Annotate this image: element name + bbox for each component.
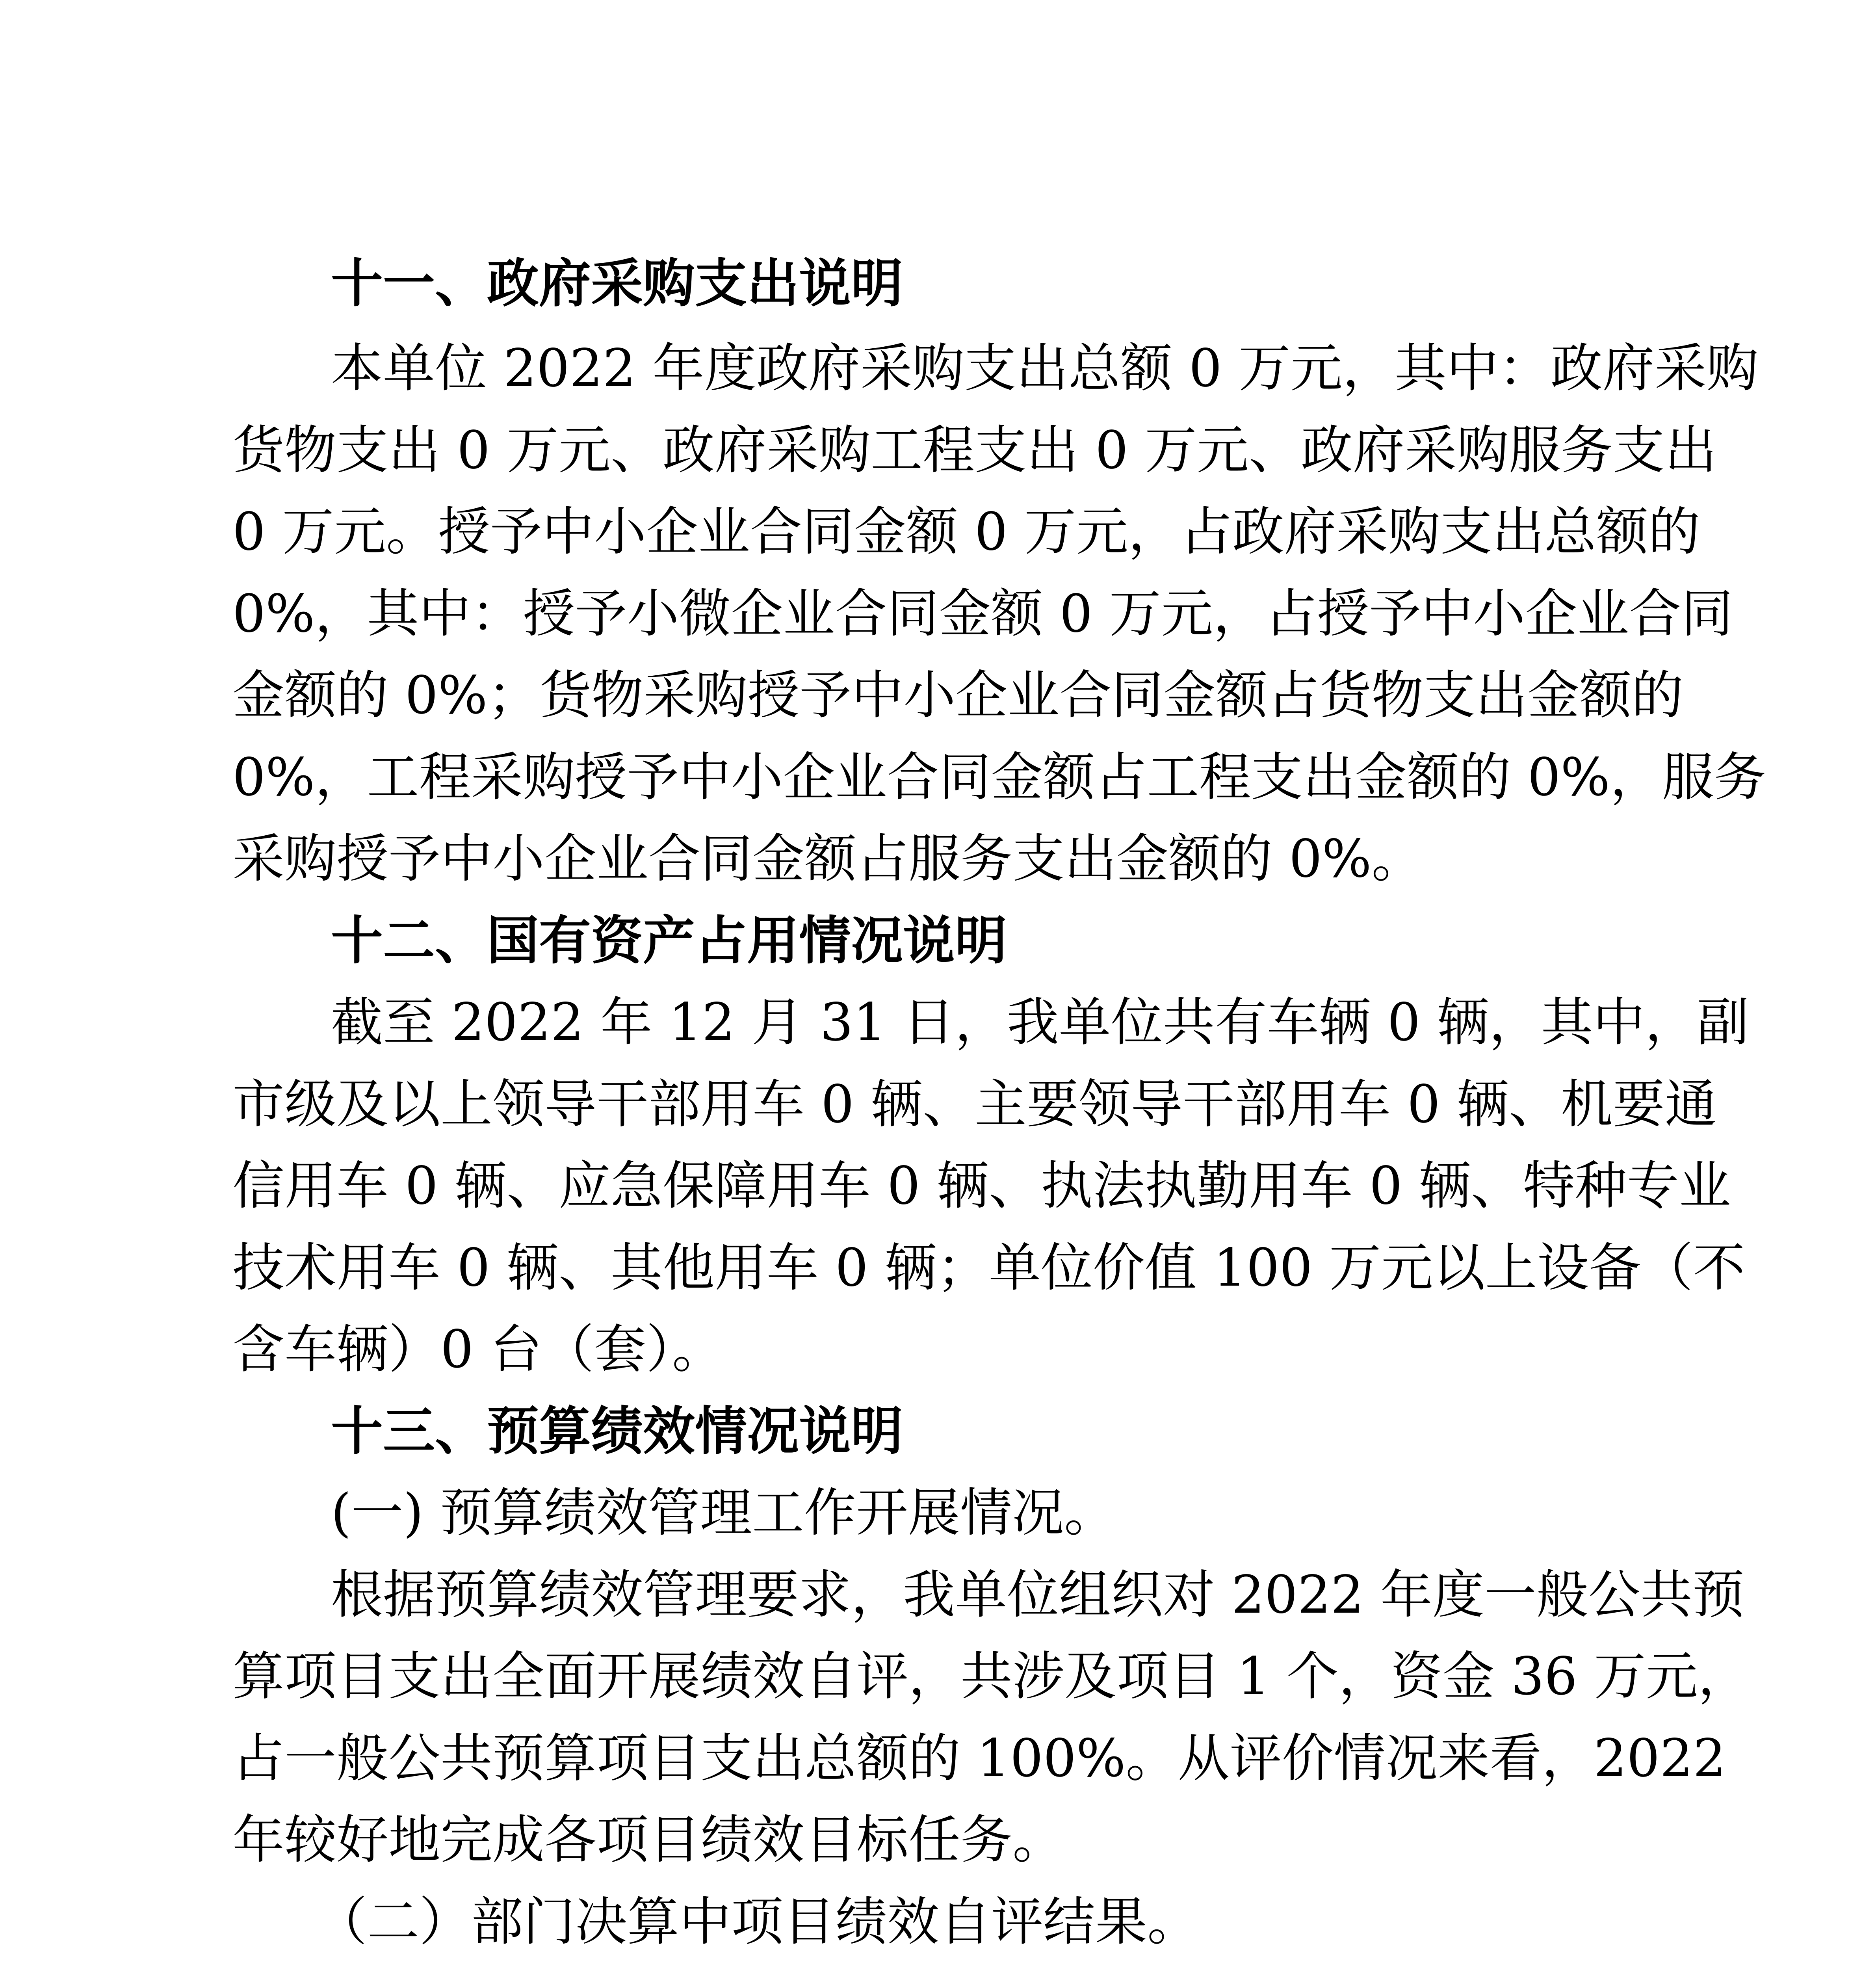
section-13-sub-1-line-4: 年较好地完成各项目绩效目标任务。 [232, 1810, 1064, 1870]
section-13-sub-1-line-1: 根据预算绩效管理要求，我单位组织对 2022 年度一般公共预 [331, 1565, 1744, 1625]
section-11-line-3: 0 万元。授予中小企业合同金额 0 万元，占政府采购支出总额的 [232, 502, 1700, 562]
section-13-sub-2-heading: （二）部门决算中项目绩效自评结果。 [315, 1892, 1199, 1952]
section-12-heading: 十二、国有资产占用情况说明 [331, 911, 1007, 971]
section-13-heading: 十三、预算绩效情况说明 [331, 1401, 903, 1462]
section-12-line-4: 技术用车 0 辆、其他用车 0 辆；单位价值 100 万元以上设备（不 [232, 1238, 1745, 1298]
section-11-heading: 十一、政府采购支出说明 [331, 253, 903, 314]
section-11-line-5: 金额的 0%；货物采购授予中小企业合同金额占货物支出金额的 [232, 665, 1684, 726]
section-12-line-1: 截至 2022 年 12 月 31 日，我单位共有车辆 0 辆，其中，副 [331, 992, 1749, 1053]
section-13-sub-1-line-3: 占一般公共预算项目支出总额的 100%。从评价情况来看，2022 [232, 1728, 1726, 1789]
section-12-line-5: 含车辆）0 台（套）。 [232, 1319, 724, 1380]
section-11-line-1: 本单位 2022 年度政府采购支出总额 0 万元，其中：政府采购 [331, 338, 1759, 399]
section-11-line-2: 货物支出 0 万元、政府采购工程支出 0 万元、政府采购服务支出 [232, 420, 1717, 481]
section-11-line-4: 0%，其中：授予小微企业合同金额 0 万元，占授予中小企业合同 [232, 584, 1733, 644]
section-11-line-6: 0%，工程采购授予中小企业合同金额占工程支出金额的 0%，服务 [232, 747, 1766, 808]
section-13-sub-1-heading: (一) 预算绩效管理工作开展情况。 [331, 1483, 1116, 1543]
section-13-sub-1-line-2: 算项目支出全面开展绩效自评，共涉及项目 1 个，资金 36 万元， [232, 1646, 1750, 1707]
section-12-line-3: 信用车 0 辆、应急保障用车 0 辆、执法执勤用车 0 辆、特种专业 [232, 1156, 1731, 1216]
section-12-line-2: 市级及以上领导干部用车 0 辆、主要领导干部用车 0 辆、机要通 [232, 1074, 1717, 1135]
section-11-line-7: 采购授予中小企业合同金额占服务支出金额的 0%。 [232, 829, 1424, 889]
